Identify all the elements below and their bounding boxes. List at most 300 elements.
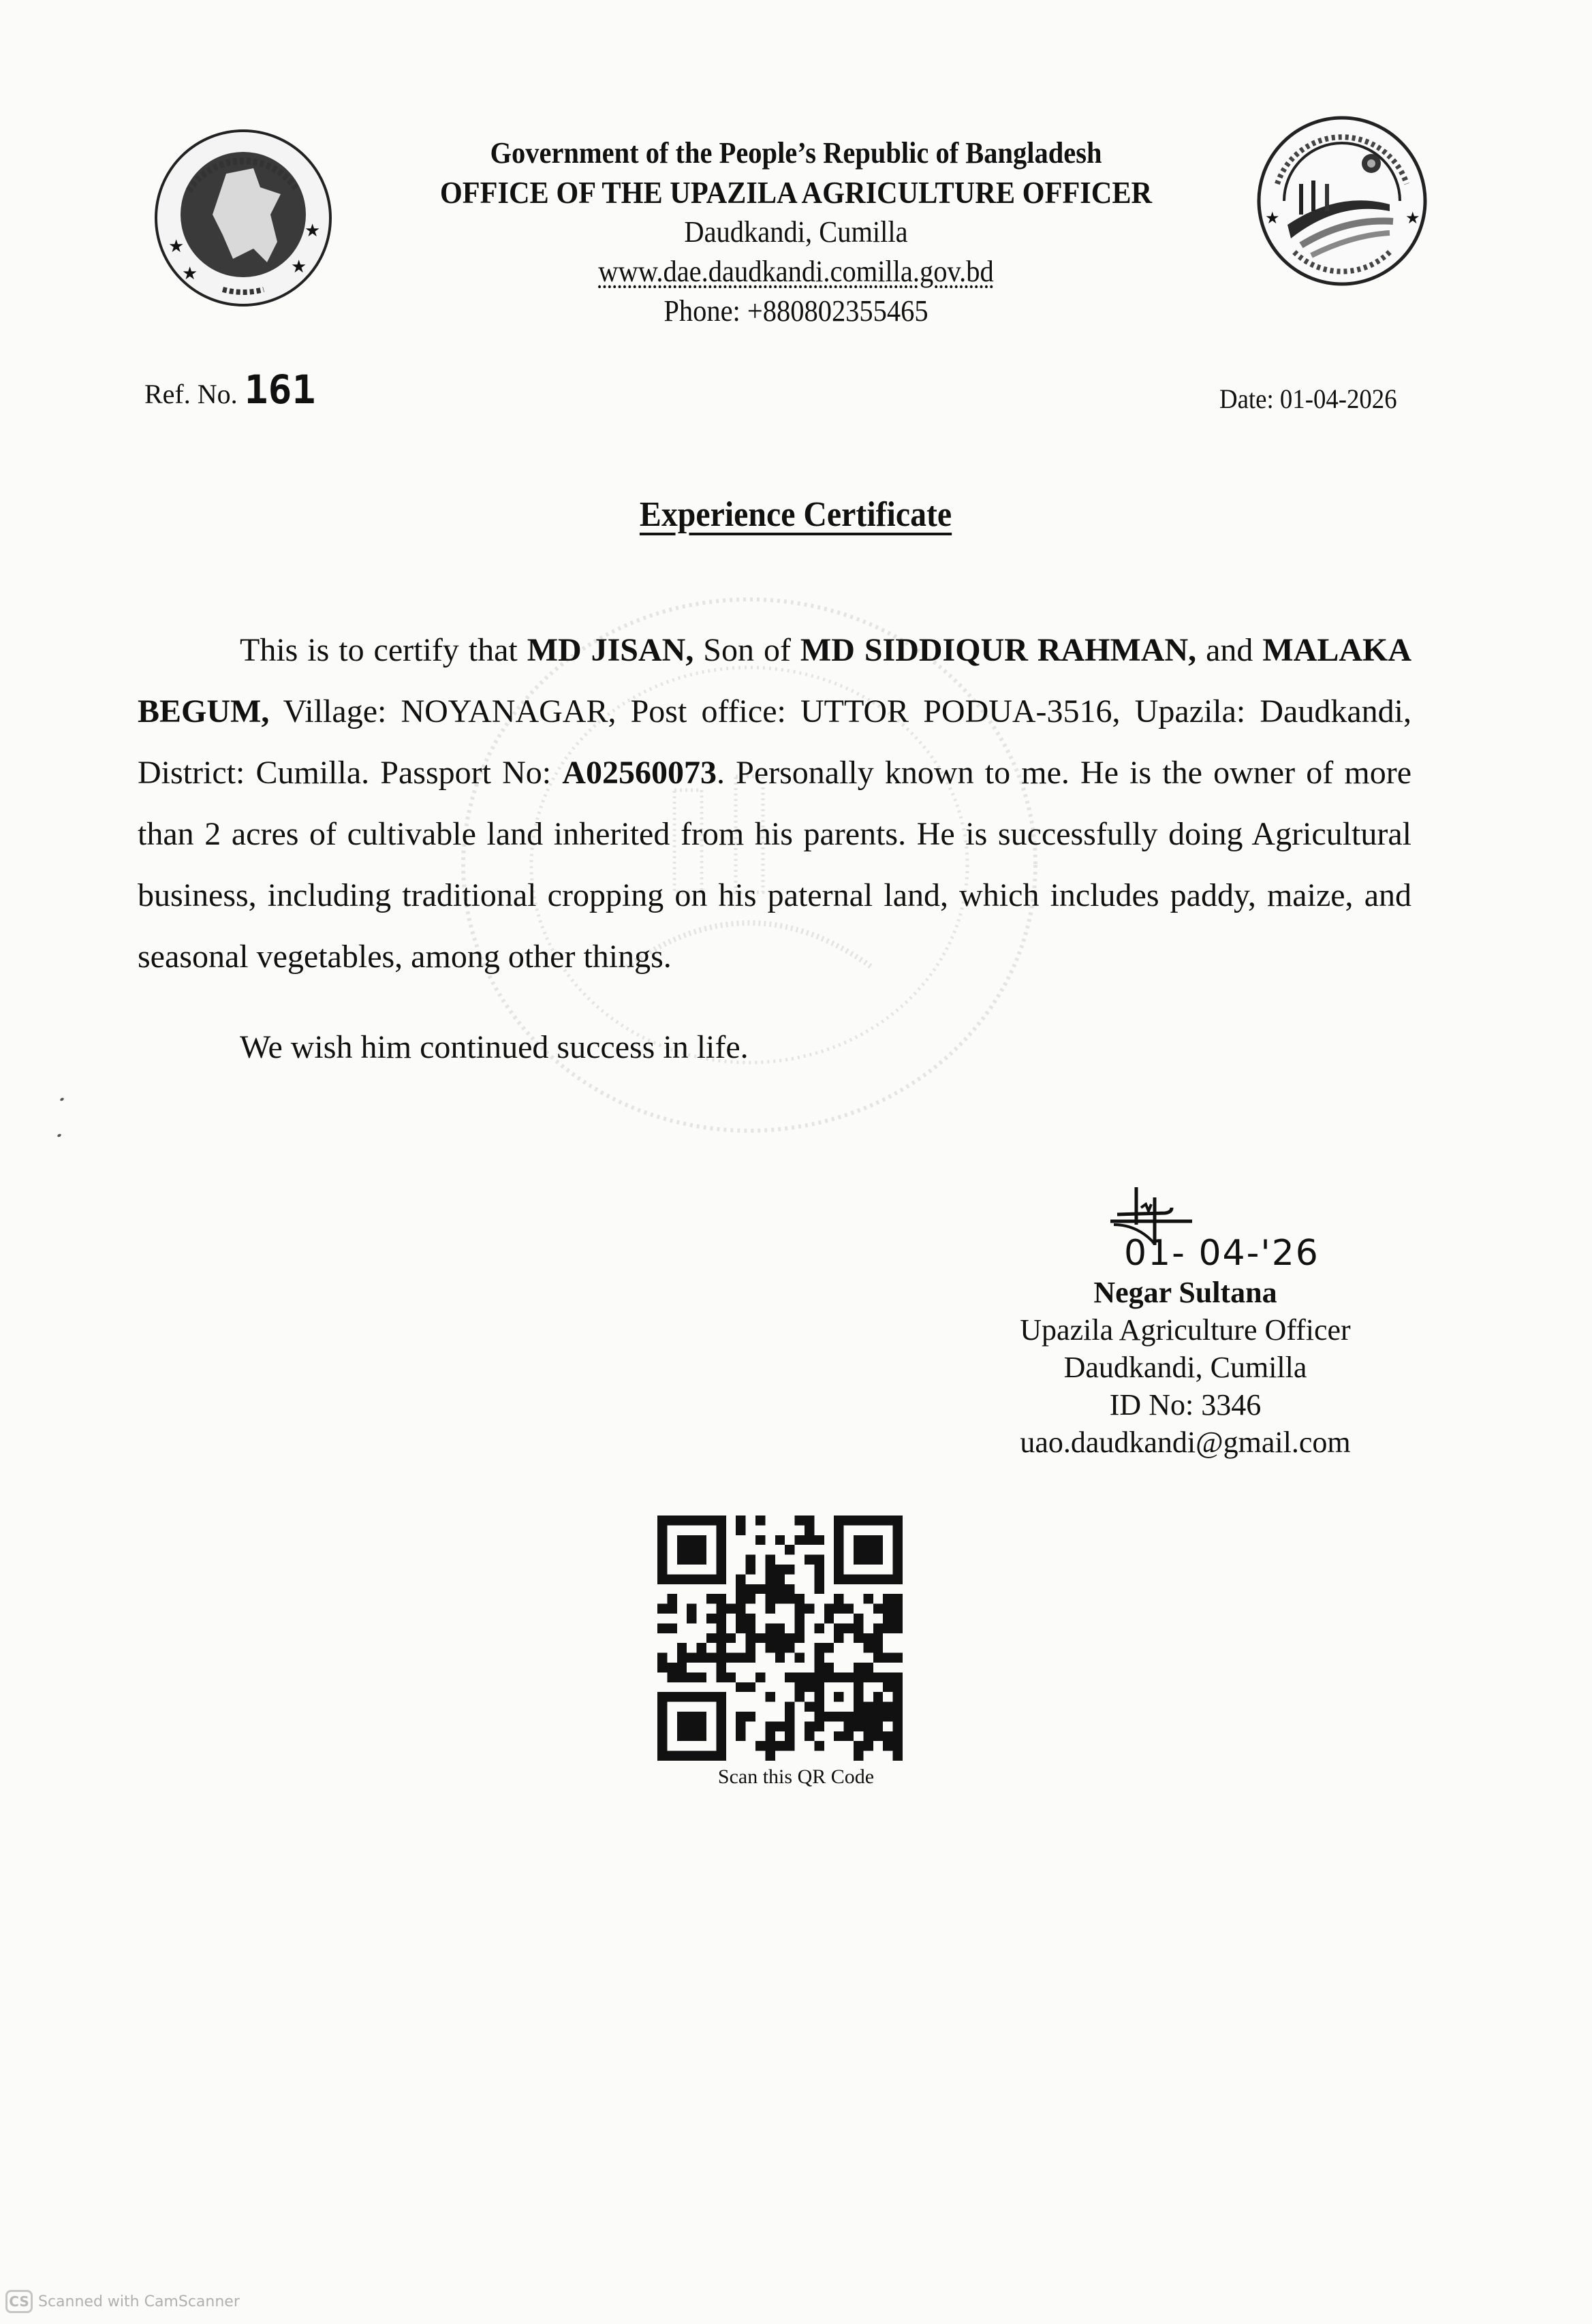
qr-module [775,1653,785,1663]
qr-module [863,1741,873,1750]
qr-module [716,1751,725,1761]
qr-module [755,1633,765,1643]
qr-module [677,1692,687,1701]
qr-module [657,1653,667,1663]
qr-module [726,1633,736,1643]
qr-module [863,1545,873,1554]
qr-module [677,1672,687,1682]
qr-module [834,1565,843,1574]
qr-module [795,1535,805,1545]
reference-label: Ref. No. [144,379,238,409]
qr-module [746,1653,755,1663]
qr-module [844,1712,854,1721]
qr-module [863,1702,873,1712]
qr-module [716,1663,725,1672]
qr-module [795,1623,805,1633]
qr-module [736,1623,745,1633]
qr-module [706,1516,716,1525]
qr-module [795,1672,805,1682]
qr-module [716,1712,725,1721]
qr-module [893,1604,903,1614]
qr-module [736,1584,745,1594]
qr-module [697,1672,706,1682]
qr-module [834,1604,843,1614]
qr-module [697,1535,706,1545]
qr-module [755,1584,765,1594]
qr-module [657,1545,667,1554]
qr-module [677,1751,687,1761]
qr-module [854,1516,863,1525]
office-location: Daudkandi, Cumilla [684,215,908,249]
qr-module [805,1525,814,1535]
body-text: and [1196,632,1263,668]
qr-module [677,1712,687,1721]
qr-module [814,1574,824,1584]
body-text: . Personally known to me. He is the owner of more than 2 acres of cultivable land inherited from his parents. He is successfully doing Agricultural business, including traditional cropping on his paternal land, which includes paddy, maize, and seasonal vegetables, among other things. [138,755,1412,975]
qr-module [873,1653,883,1663]
qr-module [854,1692,863,1701]
qr-module [677,1574,687,1584]
qr-module [814,1741,824,1750]
qr-module [873,1692,883,1701]
qr-module [687,1535,696,1545]
svg-text:★: ★ [182,264,198,283]
camscanner-footer [5,2290,240,2313]
qr-module [863,1643,873,1652]
qr-module [814,1623,824,1633]
qr-module [844,1672,854,1682]
qr-module [873,1643,883,1652]
qr-module [716,1535,725,1545]
signatory-id: ID No: 3346 [1109,1388,1262,1422]
qr-module [736,1721,745,1731]
qr-module [667,1623,676,1633]
qr-module [785,1721,794,1731]
qr-module [814,1535,824,1545]
qr-module [854,1535,863,1545]
qr-module [863,1633,873,1643]
qr-module [824,1663,834,1672]
signatory-email[interactable]: uao.daudkandi@gmail.com [1020,1426,1351,1459]
qr-module [677,1535,687,1545]
website-text[interactable]: www.dae.daudkandi.comilla.gov.bd [598,255,994,288]
qr-module [746,1594,755,1603]
qr-module [795,1692,805,1701]
qr-module [873,1623,883,1633]
qr-module [657,1555,667,1565]
qr-module [863,1731,873,1741]
qr-module [854,1614,863,1623]
qr-module [844,1623,854,1633]
scan-speck [59,1097,64,1101]
qr-module [775,1535,785,1545]
qr-module [863,1672,873,1682]
qr-module [697,1555,706,1565]
qr-module [657,1712,667,1721]
qr-module [775,1565,785,1574]
qr-module [716,1653,725,1663]
qr-module [883,1604,892,1614]
qr-module [785,1584,794,1594]
qr-module [726,1672,736,1682]
qr-module [677,1643,687,1652]
qr-module [893,1565,903,1574]
qr-module [657,1623,667,1633]
reference-number [144,366,315,413]
qr-module [873,1516,883,1525]
qr-module [795,1516,805,1525]
qr-module [667,1672,676,1682]
qr-module [893,1692,903,1701]
qr-module [677,1516,687,1525]
qr-module [667,1516,676,1525]
qr-module [824,1712,834,1721]
qr-module [854,1633,863,1643]
qr-module [706,1751,716,1761]
qr-module [687,1614,696,1623]
qr-module [657,1574,667,1584]
qr-module [657,1604,667,1614]
qr-module [873,1702,883,1712]
qr-module [746,1633,755,1643]
qr-module [795,1614,805,1623]
qr-module [746,1682,755,1692]
qr-module [706,1594,716,1603]
qr-module [863,1535,873,1545]
qr-module [814,1712,824,1721]
signatory-location: Daudkandi, Cumilla [1063,1351,1307,1384]
qr-module [785,1594,794,1603]
father-name: MD SIDDIQUR RAHMAN, [800,632,1197,668]
website-link[interactable] [63,252,1528,292]
qr-module [775,1584,785,1594]
qr-module [893,1516,903,1525]
qr-module [687,1574,696,1584]
qr-module [863,1712,873,1721]
qr-module [667,1692,676,1701]
qr-module [687,1545,696,1554]
qr-module [706,1574,716,1584]
qr-module [863,1555,873,1565]
qr-module [697,1574,706,1584]
qr-module [716,1574,725,1584]
qr-module [883,1731,892,1741]
qr-module [854,1663,863,1672]
qr-module [765,1594,775,1603]
qr-module [873,1633,883,1643]
qr-module [824,1643,834,1652]
qr-module [775,1643,785,1652]
holder-name: MD JISAN, [527,632,694,668]
qr-module [873,1731,883,1741]
qr-module [657,1741,667,1750]
qr-module [873,1545,883,1554]
qr-module [716,1721,725,1731]
qr-module [677,1555,687,1565]
qr-module [893,1555,903,1565]
qr-module [765,1751,775,1761]
qr-module [893,1702,903,1712]
qr-module [657,1721,667,1731]
qr-module [736,1594,745,1603]
qr-module [697,1692,706,1701]
qr-module [863,1663,873,1672]
qr-module [834,1731,843,1741]
qr-module [883,1653,892,1663]
qr-module [716,1623,725,1633]
qr-module [873,1535,883,1545]
qr-module [765,1604,775,1614]
qr-module [736,1574,745,1584]
qr-module [785,1643,794,1652]
qr-module [834,1545,843,1554]
qr-module [834,1672,843,1682]
qr-module [883,1516,892,1525]
qr-module [746,1584,755,1594]
qr-module [824,1672,834,1682]
qr-module [716,1672,725,1682]
qr-code-icon[interactable] [657,1516,903,1761]
qr-module [765,1731,775,1741]
qr-module [834,1623,843,1633]
qr-module [765,1565,775,1574]
qr-module [854,1545,863,1554]
qr-module [854,1702,863,1712]
qr-module [736,1731,745,1741]
qr-module [795,1653,805,1663]
qr-module [893,1614,903,1623]
qr-module [834,1535,843,1545]
qr-module [805,1672,814,1682]
qr-module [893,1545,903,1554]
qr-module [834,1574,843,1584]
office-title: OFFICE OF THE UPAZILA AGRICULTURE OFFICER [439,175,1153,210]
qr-module [697,1643,706,1652]
qr-module [834,1525,843,1535]
qr-module [785,1633,794,1643]
qr-module [844,1574,854,1584]
qr-module [677,1545,687,1554]
qr-module [863,1516,873,1525]
qr-module [805,1555,814,1565]
qr-module [716,1604,725,1614]
qr-module [883,1594,892,1603]
qr-module [716,1741,725,1750]
qr-module [834,1516,843,1525]
qr-module [854,1712,863,1721]
qr-module [883,1702,892,1712]
qr-module [834,1594,843,1603]
qr-module [687,1712,696,1721]
qr-module [755,1516,765,1525]
qr-module [716,1731,725,1741]
qr-module [697,1712,706,1721]
qr-module [687,1751,696,1761]
qr-module [687,1555,696,1565]
qr-module [755,1741,765,1750]
qr-module [667,1574,676,1584]
qr-module [883,1741,892,1750]
qr-module [706,1692,716,1701]
qr-module [893,1535,903,1545]
qr-module [805,1702,814,1712]
signatory-designation: Upazila Agriculture Officer [1020,1313,1351,1347]
qr-module [677,1721,687,1731]
qr-module [883,1623,892,1633]
qr-module [795,1633,805,1643]
qr-module [883,1682,892,1692]
qr-module [746,1565,755,1574]
qr-module [775,1633,785,1643]
qr-module [657,1731,667,1741]
qr-module [716,1545,725,1554]
qr-module [657,1702,667,1712]
body-text: This is to certify that [240,632,527,668]
qr-module [687,1721,696,1731]
qr-module [893,1623,903,1633]
qr-module [834,1633,843,1643]
qr-module [716,1692,725,1701]
qr-module [795,1682,805,1692]
qr-module [814,1672,824,1682]
svg-text:★: ★ [1265,210,1280,227]
qr-module [677,1653,687,1663]
qr-module [736,1653,745,1663]
qr-module [814,1721,824,1731]
qr-module [716,1643,725,1652]
qr-module [854,1751,863,1761]
qr-caption: Scan this QR Code [717,1765,875,1788]
qr-module [893,1741,903,1750]
qr-module [765,1633,775,1643]
qr-module [667,1751,676,1761]
qr-module [814,1565,824,1574]
qr-module [765,1643,775,1652]
qr-module [677,1731,687,1741]
body-paragraph [138,620,1411,988]
qr-module [893,1653,903,1663]
qr-module [854,1741,863,1750]
qr-module [795,1604,805,1614]
svg-text:★: ★ [305,221,321,240]
certificate-title-wrap [0,494,1592,535]
qr-module [834,1555,843,1565]
qr-module [814,1663,824,1672]
qr-module [873,1712,883,1721]
government-title: Government of the People’s Republic of Bangladesh [490,136,1102,170]
qr-module [805,1604,814,1614]
qr-module [657,1565,667,1574]
qr-module [834,1712,843,1721]
qr-module [706,1614,716,1623]
qr-module [893,1712,903,1721]
qr-module [785,1702,794,1712]
qr-module [805,1721,814,1731]
qr-module [746,1614,755,1623]
qr-module [805,1731,814,1741]
qr-module [736,1516,745,1525]
qr-module [667,1663,676,1672]
qr-module [657,1516,667,1525]
qr-module [765,1741,775,1750]
qr-module [785,1545,794,1554]
qr-module [736,1712,745,1721]
qr-module [706,1653,716,1663]
qr-module [657,1525,667,1535]
qr-module [697,1721,706,1731]
qr-module [805,1516,814,1525]
qr-module [893,1525,903,1535]
issue-date: Date: 01-04-2026 [1219,383,1397,414]
qr-module [854,1721,863,1731]
passport-number: A02560073 [562,755,717,791]
qr-module [873,1721,883,1731]
qr-module [677,1663,687,1672]
qr-module [736,1604,745,1614]
qr-module [765,1574,775,1584]
qr-module [883,1574,892,1584]
qr-module [716,1565,725,1574]
qr-module [746,1712,755,1721]
qr-module [814,1692,824,1701]
qr-module [785,1741,794,1750]
mother-name: MALAKA BEGUM, [138,632,1412,729]
scan-speck [57,1133,61,1137]
qr-module [726,1653,736,1663]
qr-module [844,1516,854,1525]
qr-module [854,1672,863,1682]
certificate-title: Experience Certificate [640,495,952,534]
qr-module [873,1672,883,1682]
qr-module [775,1721,785,1731]
qr-module [687,1692,696,1701]
svg-text:★: ★ [168,236,185,256]
qr-module [687,1672,696,1682]
svg-text:★: ★ [291,257,307,277]
qr-module [873,1604,883,1614]
qr-module [726,1604,736,1614]
qr-module [854,1682,863,1692]
qr-module [834,1692,843,1701]
qr-module [814,1584,824,1594]
qr-module [716,1702,725,1712]
qr-module [814,1653,824,1663]
qr-module [844,1604,854,1614]
qr-module [746,1643,755,1652]
qr-module [697,1731,706,1741]
qr-module [805,1535,814,1545]
qr-module [657,1535,667,1545]
qr-module [755,1535,765,1545]
handwritten-date: 01- 04-'26 [1124,1233,1320,1274]
qr-module [667,1604,676,1614]
qr-module [775,1594,785,1603]
signatory-name: Negar Sultana [1093,1276,1277,1309]
qr-module [785,1731,794,1741]
qr-module [873,1574,883,1584]
qr-module [893,1672,903,1682]
qr-module [854,1555,863,1565]
qr-module [893,1682,903,1692]
qr-module [814,1682,824,1692]
qr-module [687,1731,696,1741]
qr-module [775,1623,785,1633]
qr-module [746,1555,755,1565]
qr-module [893,1731,903,1741]
qr-module [736,1682,745,1692]
qr-module [854,1623,863,1633]
qr-module [844,1721,854,1731]
